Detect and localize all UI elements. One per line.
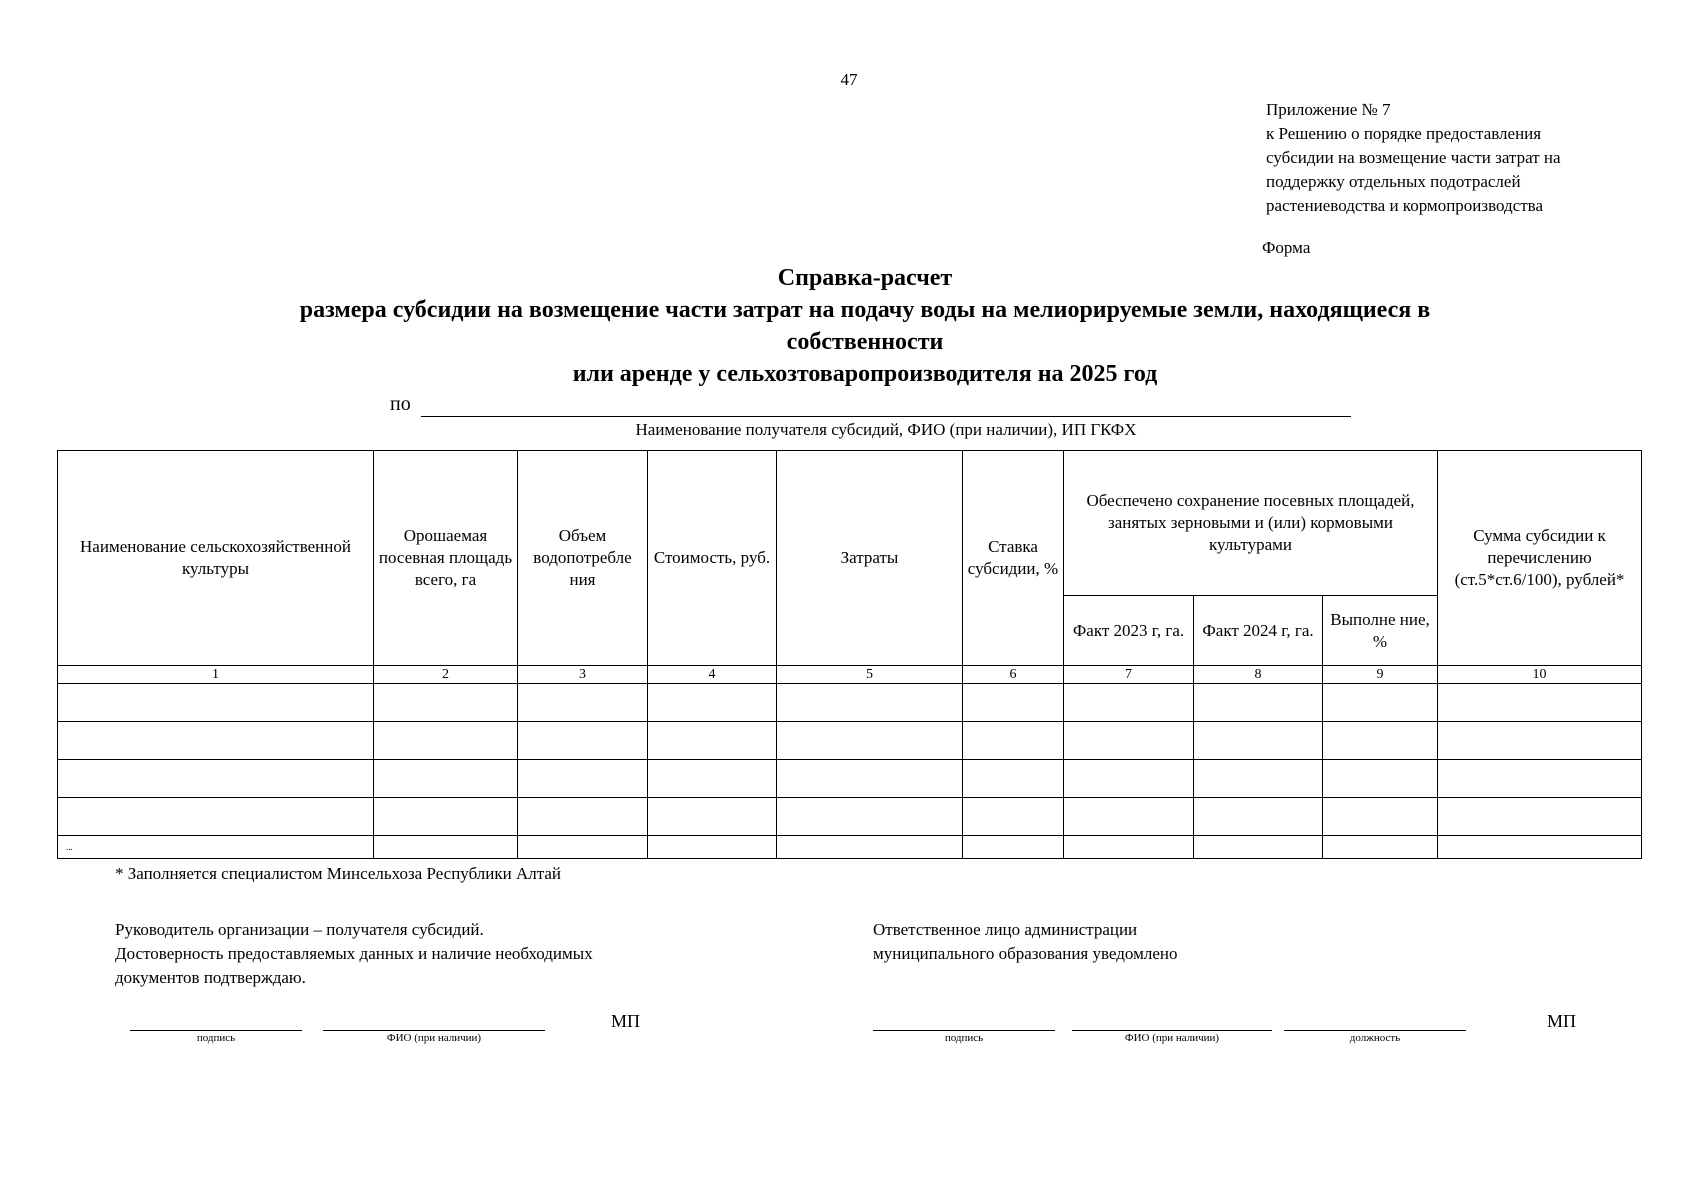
table-cell[interactable] (374, 760, 518, 798)
table-cell[interactable] (1438, 798, 1642, 836)
left-name-caption: ФИО (при наличии) (386, 1032, 482, 1044)
table-cell[interactable] (1064, 798, 1194, 836)
table-cell[interactable] (777, 798, 963, 836)
table-cell[interactable] (963, 836, 1064, 859)
header-irrigated-area: Орошаемая посевная площадь всего, га (374, 451, 518, 666)
right-stamp-mark: МП (1547, 1011, 1577, 1031)
table-cell[interactable] (58, 798, 374, 836)
table-cell[interactable] (777, 760, 963, 798)
column-number: 6 (963, 666, 1064, 684)
column-number: 5 (777, 666, 963, 684)
appendix-line: поддержку отдельных подотраслей (1266, 172, 1521, 191)
header-fulfillment: Выполне ние, % (1323, 596, 1438, 666)
document-title (0, 262, 1698, 390)
table-cell[interactable] (58, 684, 374, 722)
appendix-line: к Решению о порядке предоставления (1266, 124, 1542, 143)
table-cell[interactable]: ... (58, 836, 374, 859)
right-signature-line[interactable] (873, 1030, 1055, 1031)
column-number: 3 (518, 666, 648, 684)
table-cell[interactable] (963, 722, 1064, 760)
table-cell[interactable] (374, 798, 518, 836)
column-number: 10 (1438, 666, 1642, 684)
table-cell[interactable] (1438, 684, 1642, 722)
table-cell[interactable] (374, 684, 518, 722)
appendix-line: Приложение № 7 (1266, 100, 1391, 119)
header-fact-2024: Факт 2024 г, га. (1194, 596, 1323, 666)
notice-line: Ответственное лицо администрации (873, 920, 1138, 939)
table-cell[interactable] (963, 798, 1064, 836)
table-cell[interactable] (58, 760, 374, 798)
table-cell[interactable] (648, 836, 777, 859)
header-subsidy-sum: Сумма субсидии к перечислению (ст.5*ст.6/100), рублей* (1438, 451, 1642, 666)
table-cell[interactable] (518, 684, 648, 722)
table-cell[interactable] (777, 722, 963, 760)
confirmation-line: Достоверность предоставляемых данных и наличие необходимых (115, 944, 593, 963)
table-cell[interactable] (374, 836, 518, 859)
right-signature-caption: подпись (944, 1032, 984, 1044)
table-cell[interactable] (1064, 722, 1194, 760)
page-number: 47 (840, 70, 858, 89)
administration-notice (873, 918, 1177, 966)
appendix-note (1266, 98, 1561, 218)
table-cell[interactable] (648, 798, 777, 836)
table-cell[interactable] (518, 836, 648, 859)
notice-line: муниципального образования уведомлено (873, 944, 1178, 963)
table-cell[interactable] (1194, 798, 1323, 836)
title-line: Справка-расчет (777, 265, 953, 291)
calculation-table (57, 450, 1642, 859)
header-crop-name: Наименование сельскохозяйственной культуры (58, 451, 374, 666)
column-number: 1 (58, 666, 374, 684)
footnote: * Заполняется специалистом Минсельхоза Республики Алтай (115, 864, 562, 883)
table-cell[interactable] (777, 684, 963, 722)
table-cell[interactable] (777, 836, 963, 859)
left-stamp-mark: МП (611, 1011, 641, 1031)
table-cell[interactable] (648, 684, 777, 722)
table-cell[interactable] (1438, 836, 1642, 859)
table-cell[interactable] (1323, 760, 1438, 798)
table-cell[interactable] (518, 760, 648, 798)
form-label: Форма (1262, 238, 1311, 257)
recipient-prefix: по (390, 393, 411, 415)
table-row (58, 722, 1642, 760)
title-line: собственности (786, 329, 944, 355)
table-cell[interactable] (1064, 760, 1194, 798)
table-cell[interactable] (518, 798, 648, 836)
table-row (58, 760, 1642, 798)
confirmation-line: документов подтверждаю. (115, 968, 306, 987)
table-cell[interactable] (1323, 836, 1438, 859)
right-name-caption: ФИО (при наличии) (1124, 1032, 1220, 1044)
table-cell[interactable] (1323, 798, 1438, 836)
column-number: 7 (1064, 666, 1194, 684)
table-cell[interactable] (1064, 684, 1194, 722)
table-cell[interactable] (1438, 722, 1642, 760)
table-cell[interactable] (1194, 722, 1323, 760)
right-position-caption: должность (1349, 1032, 1401, 1044)
table-row (58, 684, 1642, 722)
header-subsidy-rate: Ставка субсидии, % (963, 451, 1064, 666)
recipient-field-line[interactable] (421, 416, 1351, 417)
table-cell[interactable] (963, 760, 1064, 798)
appendix-line: субсидии на возмещение части затрат на (1266, 148, 1561, 167)
header-cost: Стоимость, руб. (648, 451, 777, 666)
right-name-line[interactable] (1072, 1030, 1272, 1031)
table-cell[interactable] (374, 722, 518, 760)
table-cell[interactable] (648, 760, 777, 798)
left-name-line[interactable] (323, 1030, 545, 1031)
table-cell[interactable] (1064, 836, 1194, 859)
appendix-line: растениеводства и кормопроизводства (1266, 196, 1543, 215)
column-number: 8 (1194, 666, 1323, 684)
left-signature-caption: подпись (196, 1032, 236, 1044)
right-position-line[interactable] (1284, 1030, 1466, 1031)
table-cell[interactable] (1323, 684, 1438, 722)
table-cell[interactable] (1194, 760, 1323, 798)
column-number-row (58, 666, 1642, 684)
table-cell[interactable] (1438, 760, 1642, 798)
column-number: 9 (1323, 666, 1438, 684)
title-line: или аренде у сельхозтоваропроизводителя на 2025 год (572, 361, 1158, 387)
confirmation-line: Руководитель организации – получателя субсидий. (115, 920, 484, 939)
header-fact-2023: Факт 2023 г, га. (1064, 596, 1194, 666)
column-number: 2 (374, 666, 518, 684)
recipient-caption: Наименование получателя субсидий, ФИО (при наличии), ИП ГКФХ (635, 420, 1137, 439)
table-row (58, 798, 1642, 836)
left-signature-line[interactable] (130, 1030, 302, 1031)
header-expenses: Затраты (777, 451, 963, 666)
table-cell[interactable] (518, 722, 648, 760)
table-cell[interactable] (1194, 684, 1323, 722)
header-water-volume: Объем водопотребле ния (518, 451, 648, 666)
table-row (58, 836, 1642, 859)
table-cell[interactable] (648, 722, 777, 760)
recipient-confirmation (115, 918, 593, 990)
table-cell[interactable] (1323, 722, 1438, 760)
title-line: размера субсидии на возмещение части затрат на подачу воды на мелиорируемые земли, находящиеся в (299, 297, 1431, 323)
table-cell[interactable] (1194, 836, 1323, 859)
header-area-preserved-group: Обеспечено сохранение посевных площадей, занятых зерновыми и (или) кормовыми культурами (1064, 451, 1438, 596)
table-cell[interactable] (58, 722, 374, 760)
table-cell[interactable] (963, 684, 1064, 722)
column-number: 4 (648, 666, 777, 684)
